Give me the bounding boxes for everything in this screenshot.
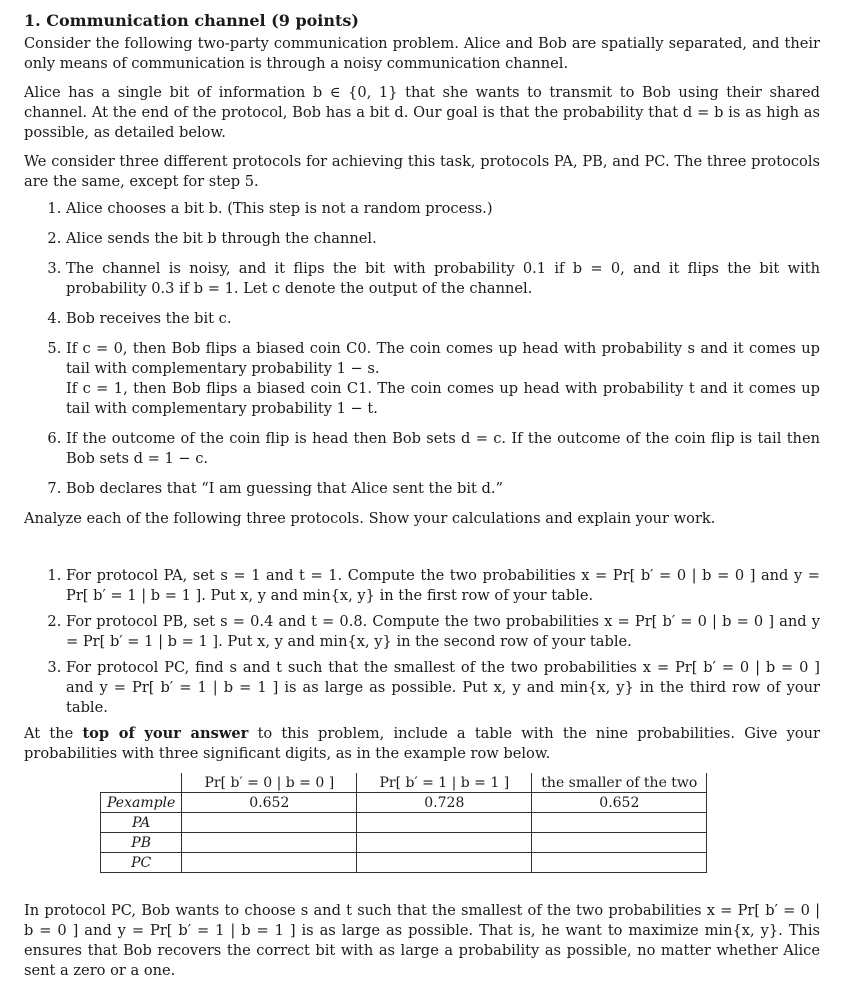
table-cell: 0.652 bbox=[532, 793, 707, 813]
table-instructions: At the top of your answer to this problem, include a table with the nine probabilities. Give your probabilities with three significant digits, as in the example row below. bbox=[24, 725, 821, 762]
step-item: 6. If the outcome of the coin flip is head then Bob sets d = c. If the outcome of the coin flip is tail then Bob sets d = 1 − c. bbox=[66, 429, 820, 469]
vertical-gap bbox=[24, 538, 820, 566]
table-cell-empty[interactable] bbox=[532, 853, 707, 873]
problem-title: 1. Communication channel (9 points) bbox=[24, 11, 359, 30]
problem-page bbox=[24, 10, 820, 990]
step-item: 7. Bob declares that “I am guessing that Alice sent the bit d.” bbox=[66, 479, 820, 499]
task-item: 3. For protocol PC, find s and t such that the smallest of the two probabilities x = Pr[ b′ = 0 | b = 0 ] and y = Pr[ b′ = 1 | b = 1 ] is as large as possible. Put x, y and min{x, y} in the third row of your table. bbox=[66, 658, 820, 718]
task-item: 2. For protocol PB, set s = 0.4 and t = 0.8. Compute the two probabilities x = Pr[ b′ = 0 | b = 0 ] and y = Pr[ b′ = 1 | b = 1 ]. Put x, y and min{x, y} in the second row of your table. bbox=[66, 612, 820, 652]
intro-paragraph: Consider the following two-party communication problem. Alice and Bob are spatially separated, and their only means of communication is through a noisy communication channel. bbox=[24, 35, 820, 72]
table-cell: 0.728 bbox=[357, 793, 532, 813]
table-row-label: Pexample bbox=[101, 793, 182, 813]
analyze-paragraph: Analyze each of the following three protocols. Show your calculations and explain your work. bbox=[24, 510, 716, 527]
closing-paragraph: In protocol PC, Bob wants to choose s and t such that the smallest of the two probabilities x = Pr[ b′ = 0 | b = 0 ] and y = Pr[ b′ = 1 | b = 1 ] is as large as possible. That is, he want to maximize min{x, y}. This ensures that Bob recovers the correct bit with as large a probability as possible, no matter whether Alice sent a zero or a one. bbox=[24, 902, 820, 979]
table-cell-empty[interactable] bbox=[182, 813, 357, 833]
emphasis-top-of-answer: top of your answer bbox=[82, 725, 249, 742]
setup-paragraph: Alice has a single bit of information b ∈ {0, 1} that she wants to transmit to Bob using their shared channel. At the end of the protocol, Bob has a bit d. Our goal is that the probability that d = b is as high as possible, as detailed below. bbox=[24, 84, 820, 141]
table-cell-empty[interactable] bbox=[532, 833, 707, 853]
table-row bbox=[101, 853, 707, 873]
step-item: 4. Bob receives the bit c. bbox=[66, 309, 820, 329]
step-item: 1. Alice chooses a bit b. (This step is not a random process.) bbox=[66, 199, 820, 219]
table-header-row bbox=[101, 773, 707, 793]
table-cell-empty[interactable] bbox=[357, 853, 532, 873]
table-cell-empty[interactable] bbox=[357, 813, 532, 833]
table-example-row bbox=[101, 793, 707, 813]
tasks-list bbox=[24, 566, 820, 718]
step-item: 3. The channel is noisy, and it flips the bit with probability 0.1 if b = 0, and it flips the bit with probability 0.3 if b = 1. Let c denote the output of the channel. bbox=[66, 259, 820, 299]
vertical-gap bbox=[24, 873, 820, 901]
table-cell-empty[interactable] bbox=[532, 813, 707, 833]
probability-table bbox=[100, 773, 707, 873]
step-item bbox=[66, 339, 820, 419]
step-5-coin-c1: If c = 1, then Bob flips a biased coin C1. The coin comes up head with probability t and it comes up tail with complementary probability 1 − t. bbox=[66, 380, 820, 417]
table-corner bbox=[101, 773, 182, 793]
table-cell-empty[interactable] bbox=[357, 833, 532, 853]
table-header-cell: Pr[ b′ = 1 | b = 1 ] bbox=[357, 773, 532, 793]
table-row bbox=[101, 813, 707, 833]
table-row-label: PB bbox=[101, 833, 182, 853]
table-row-label: PA bbox=[101, 813, 182, 833]
table-header-cell: Pr[ b′ = 0 | b = 0 ] bbox=[182, 773, 357, 793]
table-cell-empty[interactable] bbox=[182, 853, 357, 873]
task-item: 1. For protocol PA, set s = 1 and t = 1. Compute the two probabilities x = Pr[ b′ = 0 | b = 0 ] and y = Pr[ b′ = 1 | b = 1 ]. Put x, y and min{x, y} in the first row of your table. bbox=[66, 566, 820, 606]
table-row bbox=[101, 833, 707, 853]
step-item: 2. Alice sends the bit b through the channel. bbox=[66, 229, 820, 249]
table-cell: 0.652 bbox=[182, 793, 357, 813]
table-row-label: PC bbox=[101, 853, 182, 873]
protocols-intro-paragraph: We consider three different protocols for achieving this task, protocols PA, PB, and PC. The three protocols are the same, except for step 5. bbox=[24, 153, 820, 190]
protocol-steps-list bbox=[24, 199, 820, 499]
table-header-cell: the smaller of the two bbox=[532, 773, 707, 793]
step-5-coin-c0: 5. If c = 0, then Bob flips a biased coin C0. The coin comes up head with probability s and it comes up tail with complementary probability 1 − s. bbox=[66, 340, 820, 377]
table-cell-empty[interactable] bbox=[182, 833, 357, 853]
